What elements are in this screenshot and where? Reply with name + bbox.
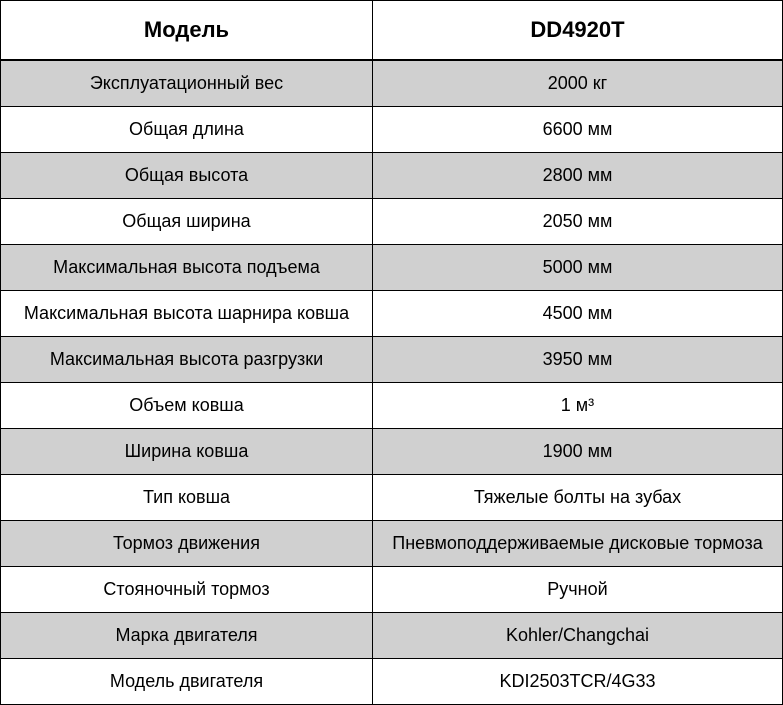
table-header-row	[1, 1, 783, 61]
row-param-cell: Стояночный тормоз	[1, 567, 373, 613]
table-row	[1, 245, 783, 291]
row-value-cell: Тяжелые болты на зубах	[373, 475, 783, 521]
row-param-cell: Марка двигателя	[1, 613, 373, 659]
row-param-cell: Максимальная высота шарнира ковша	[1, 291, 373, 337]
row-param-cell: Объем ковша	[1, 383, 373, 429]
row-value-cell: KDI2503TCR/4G33	[373, 659, 783, 705]
table-row	[1, 60, 783, 107]
row-value-cell: 2800 мм	[373, 153, 783, 199]
row-value-cell: 3950 мм	[373, 337, 783, 383]
row-param-cell: Максимальная высота подъема	[1, 245, 373, 291]
table-row	[1, 613, 783, 659]
table-row	[1, 475, 783, 521]
table-row	[1, 153, 783, 199]
row-value-cell: 5000 мм	[373, 245, 783, 291]
row-value-cell: Ручной	[373, 567, 783, 613]
row-value-cell: 1 м³	[373, 383, 783, 429]
row-param-cell: Максимальная высота разгрузки	[1, 337, 373, 383]
row-value-cell: Пневмоподдерживаемые дисковые тормоза	[373, 521, 783, 567]
row-value-cell: 2050 мм	[373, 199, 783, 245]
row-param-cell: Тип ковша	[1, 475, 373, 521]
row-value-cell: Kohler/Changchai	[373, 613, 783, 659]
row-param-cell: Общая высота	[1, 153, 373, 199]
table-row	[1, 521, 783, 567]
table-row	[1, 383, 783, 429]
table-row	[1, 337, 783, 383]
row-value-cell: 6600 мм	[373, 107, 783, 153]
row-param-cell: Модель двигателя	[1, 659, 373, 705]
row-param-cell: Ширина ковша	[1, 429, 373, 475]
table-row	[1, 567, 783, 613]
column-header-model: Модель	[1, 1, 373, 61]
table-row	[1, 107, 783, 153]
row-param-cell: Общая ширина	[1, 199, 373, 245]
table-row	[1, 291, 783, 337]
column-header-model-value: DD4920T	[373, 1, 783, 61]
table-row	[1, 659, 783, 705]
table-row	[1, 199, 783, 245]
row-value-cell: 1900 мм	[373, 429, 783, 475]
row-param-cell: Общая длина	[1, 107, 373, 153]
row-value-cell: 2000 кг	[373, 60, 783, 107]
row-value-cell: 4500 мм	[373, 291, 783, 337]
table-row	[1, 429, 783, 475]
row-param-cell: Эксплуатационный вес	[1, 60, 373, 107]
row-param-cell: Тормоз движения	[1, 521, 373, 567]
